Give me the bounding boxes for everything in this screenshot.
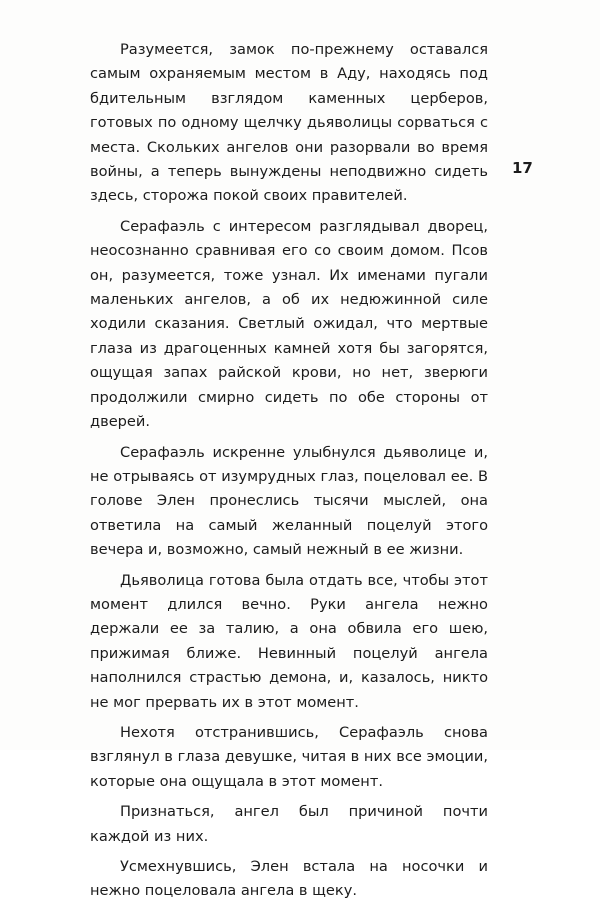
page-number: 17 — [512, 159, 533, 177]
body-text — [90, 38, 488, 910]
paragraph-1: Разумеется, замок по-прежнему оставался самым охраняемым местом в Аду, находясь под бдительным взглядом каменных церберов, готовых по одному щелчку дьяволицы сорваться с места. Скольких ангелов они разорвали во время войны, а теперь вынуждены неподвижно сидеть здесь, сторожа покой своих правителей. — [90, 41, 488, 205]
paragraph-5: Нехотя отстранившись, Серафаэль снова взглянул в глаза девушке, читая в них все эмоции, которые она ощущала в этот момент. — [90, 723, 488, 790]
paragraph-7: Усмехнувшись, Элен встала на носочки и нежно поцеловала ангела в щеку. — [90, 858, 488, 900]
paragraph-4: Дьяволица готова была отдать все, чтобы этот момент длился вечно. Руки ангела нежно держали ее за талию, а она обвила его шею, прижимая ближе. Невинный поцелуй ангела наполнился страстью демона, и, казалось, никто не мог прервать их в этот момент. — [90, 571, 488, 711]
paragraph-6: Признаться, ангел был причиной почти каждой из них. — [90, 803, 488, 845]
paragraph-2: Серафаэль с интересом разглядывал дворец, неосознанно сравнивая его со своим домом. Псов он, разумеется, тоже узнал. Их именами пугали маленьких ангелов, а об их недюжинной силе ходили сказания. Светлый ожидал, что мертвые глаза из драгоценных камней хотя бы загорятся, ощущая запах райской крови, но нет, зверюги продолжили смирно сидеть по обе стороны от дверей. — [90, 217, 488, 431]
paragraph-3: Серафаэль искренне улыбнулся дьяволице и, не отрываясь от изумрудных глаз, поцеловал ее. В голове Элен пронеслись тысячи мыслей, она ответила на самый желанный поцелуй этого вечера и, возможно, самый нежный в ее жизни. — [90, 443, 488, 559]
